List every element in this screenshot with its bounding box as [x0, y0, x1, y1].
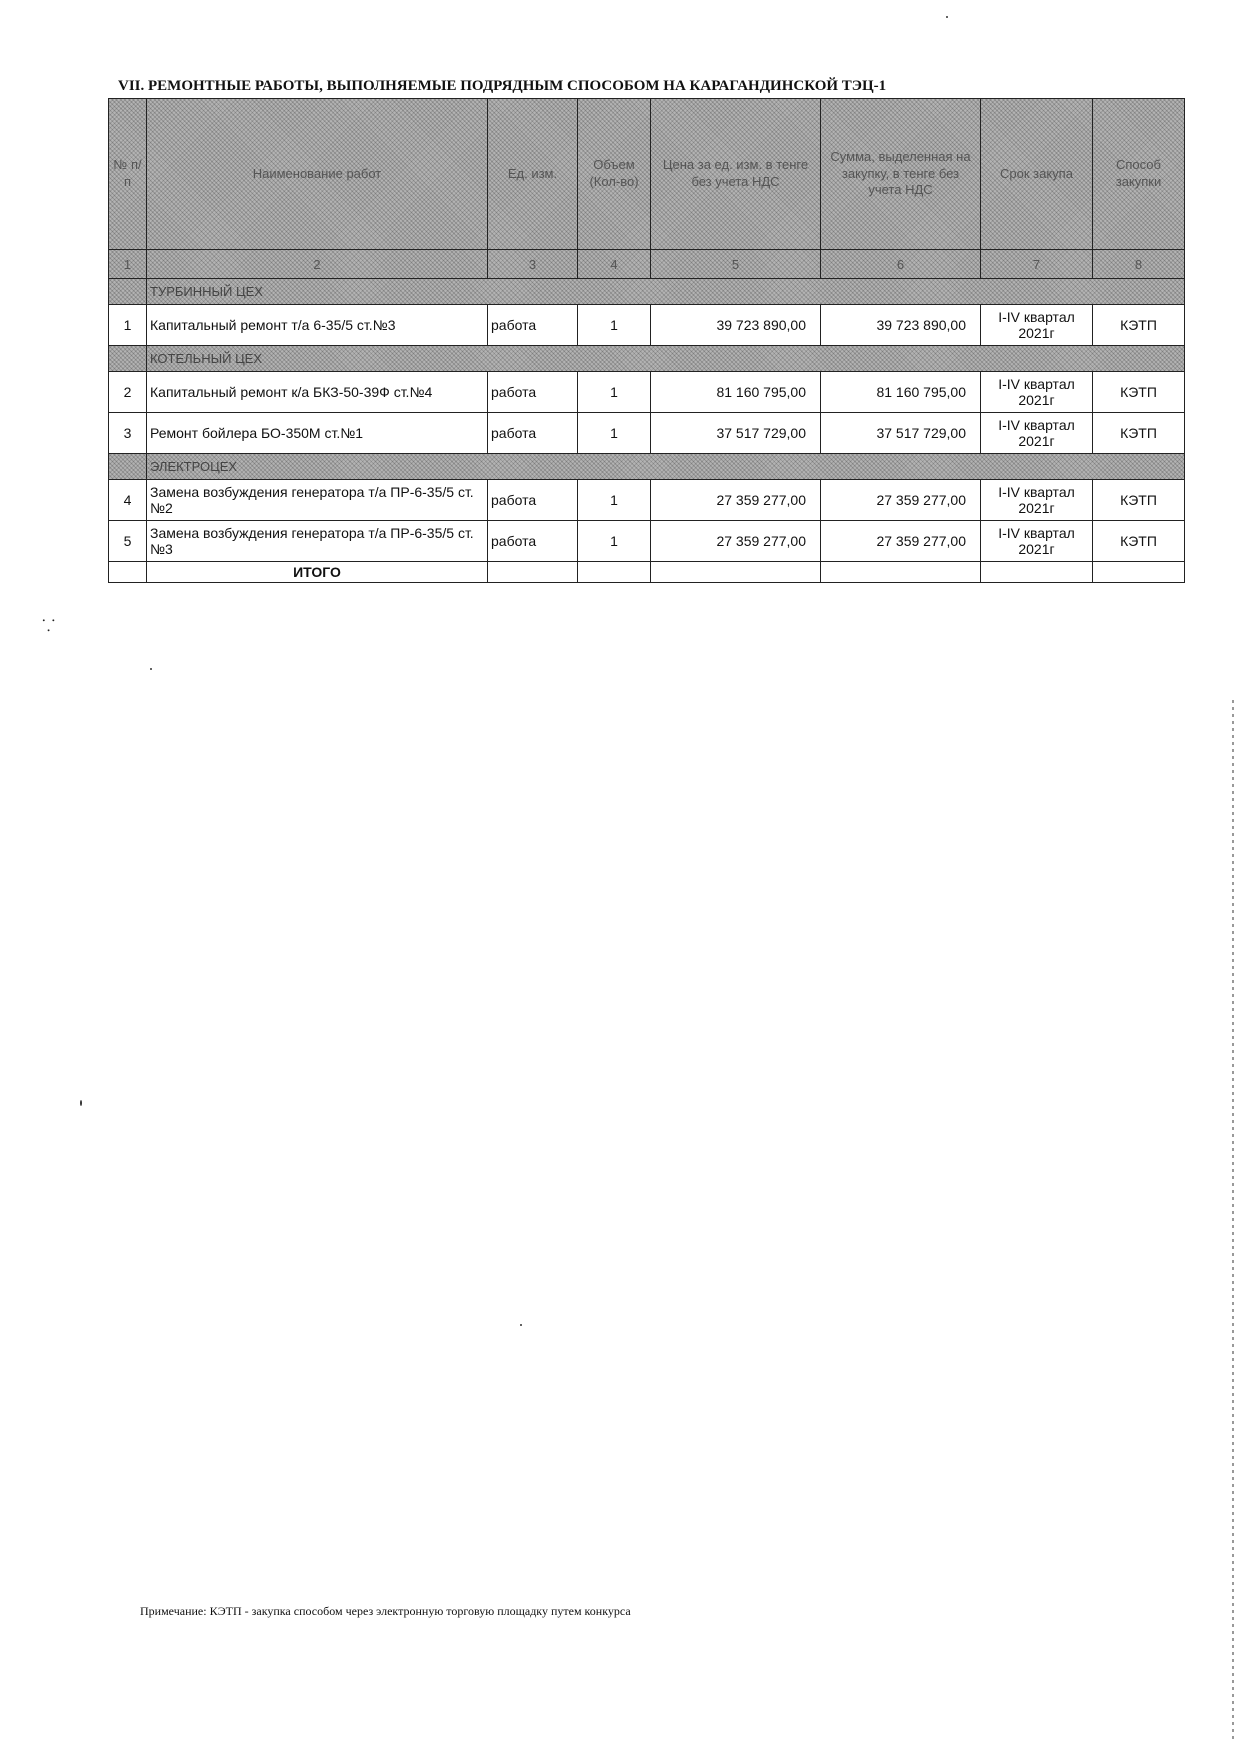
column-number: 2: [147, 250, 488, 279]
column-number: 3: [488, 250, 578, 279]
section-label-turbine: ТУРБИННЫЙ ЦЕХ: [147, 279, 1185, 305]
row-qty: 1: [578, 305, 651, 346]
table-row: [109, 413, 1185, 454]
row-price: 81 160 795,00: [651, 372, 821, 413]
row-method: КЭТП: [1093, 372, 1185, 413]
row-method: КЭТП: [1093, 413, 1185, 454]
row-qty: 1: [578, 480, 651, 521]
row-unit: работа: [488, 305, 578, 346]
row-term: I-IV квартал 2021г: [981, 372, 1093, 413]
row-sum: 37 517 729,00: [821, 413, 981, 454]
row-qty: 1: [578, 372, 651, 413]
column-number: 8: [1093, 250, 1185, 279]
row-sum: 27 359 277,00: [821, 480, 981, 521]
row-sum: 81 160 795,00: [821, 372, 981, 413]
document-title: VII. РЕМОНТНЫЕ РАБОТЫ, ВЫПОЛНЯЕМЫЕ ПОДРЯДНЫМ СПОСОБОМ НА КАРАГАНДИНСКОЙ ТЭЦ-1: [118, 78, 887, 94]
row-sum: 39 723 890,00: [821, 305, 981, 346]
row-unit: работа: [488, 372, 578, 413]
header-unit: Ед. изм.: [488, 99, 578, 250]
section-label-boiler: КОТЕЛЬНЫЙ ЦЕХ: [147, 346, 1185, 372]
row-price: 39 723 890,00: [651, 305, 821, 346]
row-method: КЭТП: [1093, 480, 1185, 521]
scan-artifact-mark: ⸪: [42, 616, 56, 635]
total-label: ИТОГО: [147, 562, 488, 583]
row-num: 3: [109, 413, 147, 454]
row-num: 4: [109, 480, 147, 521]
table-row: [109, 372, 1185, 413]
row-term: I-IV квартал 2021г: [981, 413, 1093, 454]
total-row: [109, 562, 1185, 583]
scan-edge-line: [1232, 700, 1234, 1740]
footnote: Примечание: КЭТП - закупка способом через электронную торговую площадку путем конкурса: [140, 1604, 631, 1618]
scan-speck: [520, 1324, 522, 1326]
row-price: 37 517 729,00: [651, 413, 821, 454]
row-method: КЭТП: [1093, 305, 1185, 346]
row-term: I-IV квартал 2021г: [981, 305, 1093, 346]
header-num: № п/п: [109, 99, 147, 250]
column-number-row: [109, 250, 1185, 279]
row-price: 27 359 277,00: [651, 521, 821, 562]
scan-speck: [946, 16, 948, 18]
header-term: Срок закупа: [981, 99, 1093, 250]
row-method: КЭТП: [1093, 521, 1185, 562]
row-num: 1: [109, 305, 147, 346]
table-row: [109, 305, 1185, 346]
section-row-boiler: [109, 346, 1185, 372]
table-row: [109, 480, 1185, 521]
row-unit: работа: [488, 413, 578, 454]
row-name: Капитальный ремонт к/а БКЗ-50-39Ф ст.№4: [147, 372, 488, 413]
row-unit: работа: [488, 521, 578, 562]
row-name: Замена возбуждения генератора т/а ПР-6-35/5 ст.№3: [147, 521, 488, 562]
header-qty: Объем (Кол-во): [578, 99, 651, 250]
table-header-row: [109, 99, 1185, 250]
header-sum: Сумма, выделенная на закупку, в тенге без учета НДС: [821, 99, 981, 250]
header-method: Способ закупки: [1093, 99, 1185, 250]
column-number: 6: [821, 250, 981, 279]
scan-speck: [80, 1100, 82, 1106]
header-name: Наименование работ: [147, 99, 488, 250]
section-row-electro: [109, 454, 1185, 480]
row-qty: 1: [578, 521, 651, 562]
row-qty: 1: [578, 413, 651, 454]
column-number: 5: [651, 250, 821, 279]
table-row: [109, 521, 1185, 562]
scan-speck: [150, 668, 152, 670]
row-term: I-IV квартал 2021г: [981, 521, 1093, 562]
row-name: Ремонт бойлера БО-350М ст.№1: [147, 413, 488, 454]
column-number: 1: [109, 250, 147, 279]
row-name: Замена возбуждения генератора т/а ПР-6-35/5 ст.№2: [147, 480, 488, 521]
section-row-turbine: [109, 279, 1185, 305]
header-price: Цена за ед. изм. в тенге без учета НДС: [651, 99, 821, 250]
row-sum: 27 359 277,00: [821, 521, 981, 562]
row-term: I-IV квартал 2021г: [981, 480, 1093, 521]
row-num: 2: [109, 372, 147, 413]
row-unit: работа: [488, 480, 578, 521]
column-number: 4: [578, 250, 651, 279]
section-label-electro: ЭЛЕКТРОЦЕХ: [147, 454, 1185, 480]
row-price: 27 359 277,00: [651, 480, 821, 521]
repair-works-table: [108, 98, 1185, 583]
column-number: 7: [981, 250, 1093, 279]
row-num: 5: [109, 521, 147, 562]
row-name: Капитальный ремонт т/а 6-35/5 ст.№3: [147, 305, 488, 346]
